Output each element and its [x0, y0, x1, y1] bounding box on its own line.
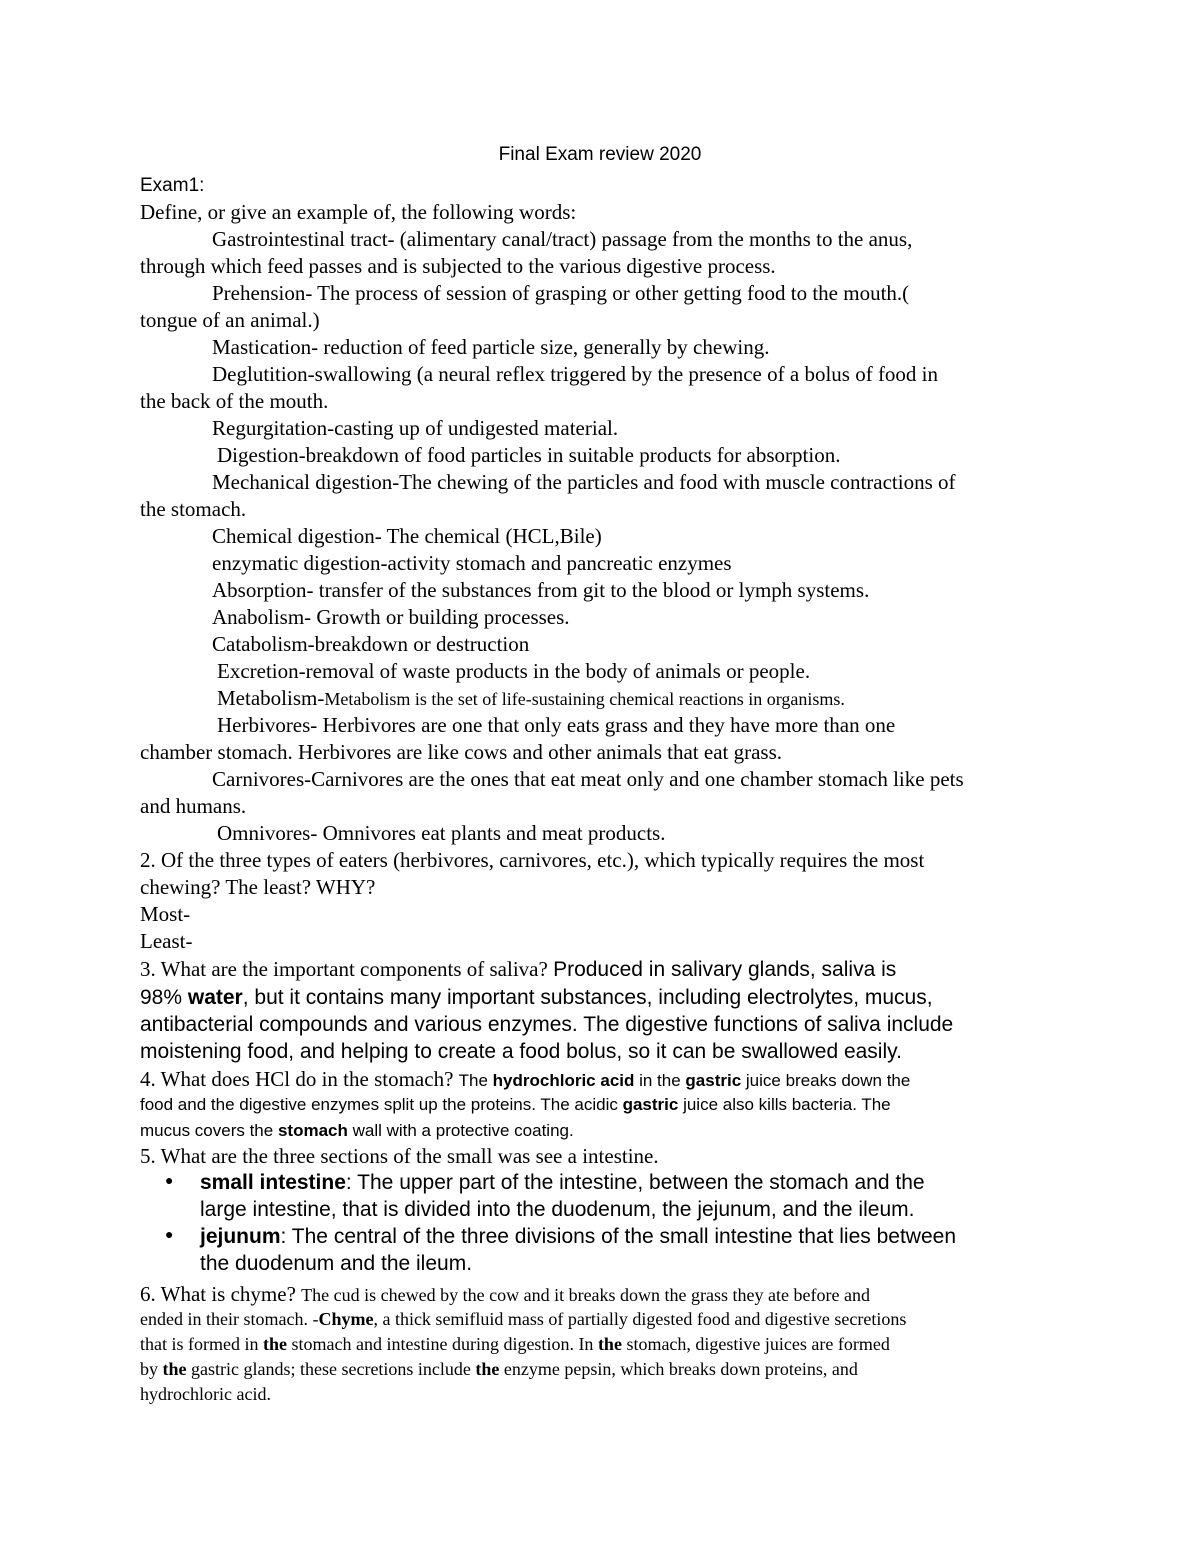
q5-bullet2-line2: the duodenum and the ileum. — [200, 1252, 473, 1275]
q4-line2 — [140, 1091, 891, 1118]
q3-line2 — [140, 984, 933, 1011]
q6-text: enzyme pepsin, which breaks down proteins, and — [499, 1359, 858, 1379]
q5-question-text: 5. What are the three sections of the small was see a intestine. — [140, 1144, 659, 1168]
q6-bold: the — [597, 1334, 622, 1354]
def-gi-line2: through which feed passes and is subjected to the various digestive process. — [140, 254, 776, 278]
q3-question: 3. What are the important components of saliva? — [140, 957, 554, 981]
def-mechanical-line1: Mechanical digestion-The chewing of the particles and food with muscle contractions of — [212, 470, 956, 494]
document-title: Final Exam review 2020 — [498, 144, 702, 165]
def-carnivores-line2: and humans. — [140, 794, 247, 818]
q6-text: stomach, digestive juices are formed — [621, 1334, 890, 1354]
def-mastication: Mastication- reduction of feed particle size, generally by chewing. — [212, 335, 770, 359]
def-digestion: Digestion-breakdown of food particles in suitable products for absorption. — [217, 443, 841, 467]
def-enzymatic: enzymatic digestion-activity stomach and pancreatic enzymes — [212, 551, 732, 575]
q5-bullet1-line2: large intestine, that is divided into the duodenum, the jejunum, and the ileum. — [200, 1198, 915, 1221]
def-deglutition-line2: the back of the mouth. — [140, 389, 329, 413]
q3-line4: moistening food, and helping to create a food bolus, so it can be swallowed easily. — [140, 1040, 902, 1063]
def-prehension-line1: Prehension- The process of session of grasping or other getting food to the mouth.( — [212, 281, 910, 305]
def-herbivores-line2: chamber stomach. Herbivores are like cows and other animals that eat grass. — [140, 740, 783, 764]
intro-text: Define, or give an example of, the following words: — [140, 200, 577, 224]
bullet-icon: ● — [165, 1174, 174, 1189]
q4-text: The — [458, 1071, 493, 1090]
metabolism-definition: Metabolism is the set of life-sustaining chemical reactions in organisms. — [324, 689, 845, 709]
q6-line3 — [140, 1331, 890, 1358]
q2-line2: chewing? The least? WHY? — [140, 875, 376, 899]
q2-most: Most- — [140, 902, 191, 926]
q6-line4 — [140, 1356, 858, 1383]
q5-bullet2-line1 — [200, 1223, 956, 1250]
q5-text: : The central of the three divisions of the small intestine that lies between — [280, 1225, 957, 1248]
metabolism-term: Metabolism- — [217, 686, 325, 710]
q6-text: gastric glands; these secretions include — [186, 1359, 476, 1379]
q5-term-small-intestine: small intestine — [200, 1171, 346, 1194]
q2-line1: 2. Of the three types of eaters (herbivores, carnivores, etc.), which typically requires the most — [140, 848, 925, 872]
q4-text: juice also kills bacteria. The — [678, 1095, 891, 1114]
q6-text: ended in their stomach. - — [140, 1309, 319, 1329]
q4-text: juice breaks down the — [741, 1071, 911, 1090]
q6-bold: the — [162, 1359, 187, 1379]
q5-text: : The upper part of the intestine, between the stomach and the — [345, 1171, 925, 1194]
def-regurgitation: Regurgitation-casting up of undigested material. — [212, 416, 619, 440]
q3-line1 — [140, 956, 896, 983]
q3-bold-water: water — [187, 986, 243, 1009]
def-prehension-line2: tongue of an animal.) — [140, 308, 320, 332]
q5-question — [140, 1143, 659, 1170]
q4-text: wall with a protective coating. — [347, 1121, 574, 1140]
q3-text: 98% — [140, 986, 188, 1009]
q6-text: by — [140, 1359, 163, 1379]
def-excretion: Excretion-removal of waste products in the body of animals or people. — [217, 659, 811, 683]
bullet-icon: ● — [165, 1228, 174, 1243]
q4-text: in the — [634, 1071, 686, 1090]
q6-line1 — [140, 1281, 870, 1309]
def-herbivores-line1: Herbivores- Herbivores are one that only eats grass and they have more than one — [217, 713, 896, 737]
def-anabolism: Anabolism- Growth or building processes. — [212, 605, 570, 629]
q4-text: food and the digestive enzymes split up the proteins. The acidic — [140, 1095, 623, 1114]
def-catabolism: Catabolism-breakdown or destruction — [212, 632, 530, 656]
q6-text: , a thick semifluid mass of partially digested food and digestive secretions — [373, 1309, 907, 1329]
q3-answer-line1: Produced in salivary glands, saliva is — [553, 958, 897, 981]
q6-bold: the — [475, 1359, 500, 1379]
q2-least: Least- — [140, 929, 193, 953]
def-omnivores: Omnivores- Omnivores eat plants and meat products. — [217, 821, 666, 845]
q4-question: 4. What does HCl do in the stomach? — [140, 1067, 459, 1091]
def-gi-line1: Gastrointestinal tract- (alimentary canal/tract) passage from the months to the anus, — [212, 227, 913, 251]
exam-heading: Exam1: — [140, 175, 205, 196]
q6-bold: the — [262, 1334, 287, 1354]
q4-bold: gastric — [622, 1095, 679, 1114]
def-metabolism — [217, 685, 845, 713]
q3-line3: antibacterial compounds and various enzymes. The digestive functions of saliva include — [140, 1013, 954, 1036]
def-carnivores-line1: Carnivores-Carnivores are the ones that eat meat only and one chamber stomach like pets — [212, 767, 964, 791]
def-mechanical-line2: the stomach. — [140, 497, 247, 521]
q6-text: The cud is chewed by the cow and it breaks down the grass they ate before and — [301, 1285, 870, 1305]
q4-bold: stomach — [277, 1121, 348, 1140]
q4-bold: gastric — [685, 1071, 742, 1090]
q6-line5: hydrochloric acid. — [140, 1384, 271, 1404]
q6-text: that is formed in — [140, 1334, 263, 1354]
q3-text: , but it contains many important substances, including electrolytes, mucus, — [242, 986, 933, 1009]
q4-bold: hydrochloric acid — [492, 1071, 635, 1090]
q5-bullet1-line1 — [200, 1169, 925, 1196]
def-deglutition-line1: Deglutition-swallowing (a neural reflex triggered by the presence of a bolus of food in — [212, 362, 939, 386]
q6-question: 6. What is chyme? — [140, 1282, 302, 1306]
q6-bold: Chyme — [318, 1309, 374, 1329]
q6-text: stomach and intestine during digestion. In — [286, 1334, 598, 1354]
def-chemical: Chemical digestion- The chemical (HCL,Bile) — [212, 524, 602, 548]
q4-line1 — [140, 1066, 910, 1094]
q5-term-jejunum: jejunum — [200, 1225, 281, 1248]
q6-line2 — [140, 1306, 906, 1333]
q4-text: mucus covers the — [140, 1121, 278, 1140]
def-absorption: Absorption- transfer of the substances from git to the blood or lymph systems. — [212, 578, 870, 602]
q4-line3 — [140, 1117, 574, 1144]
